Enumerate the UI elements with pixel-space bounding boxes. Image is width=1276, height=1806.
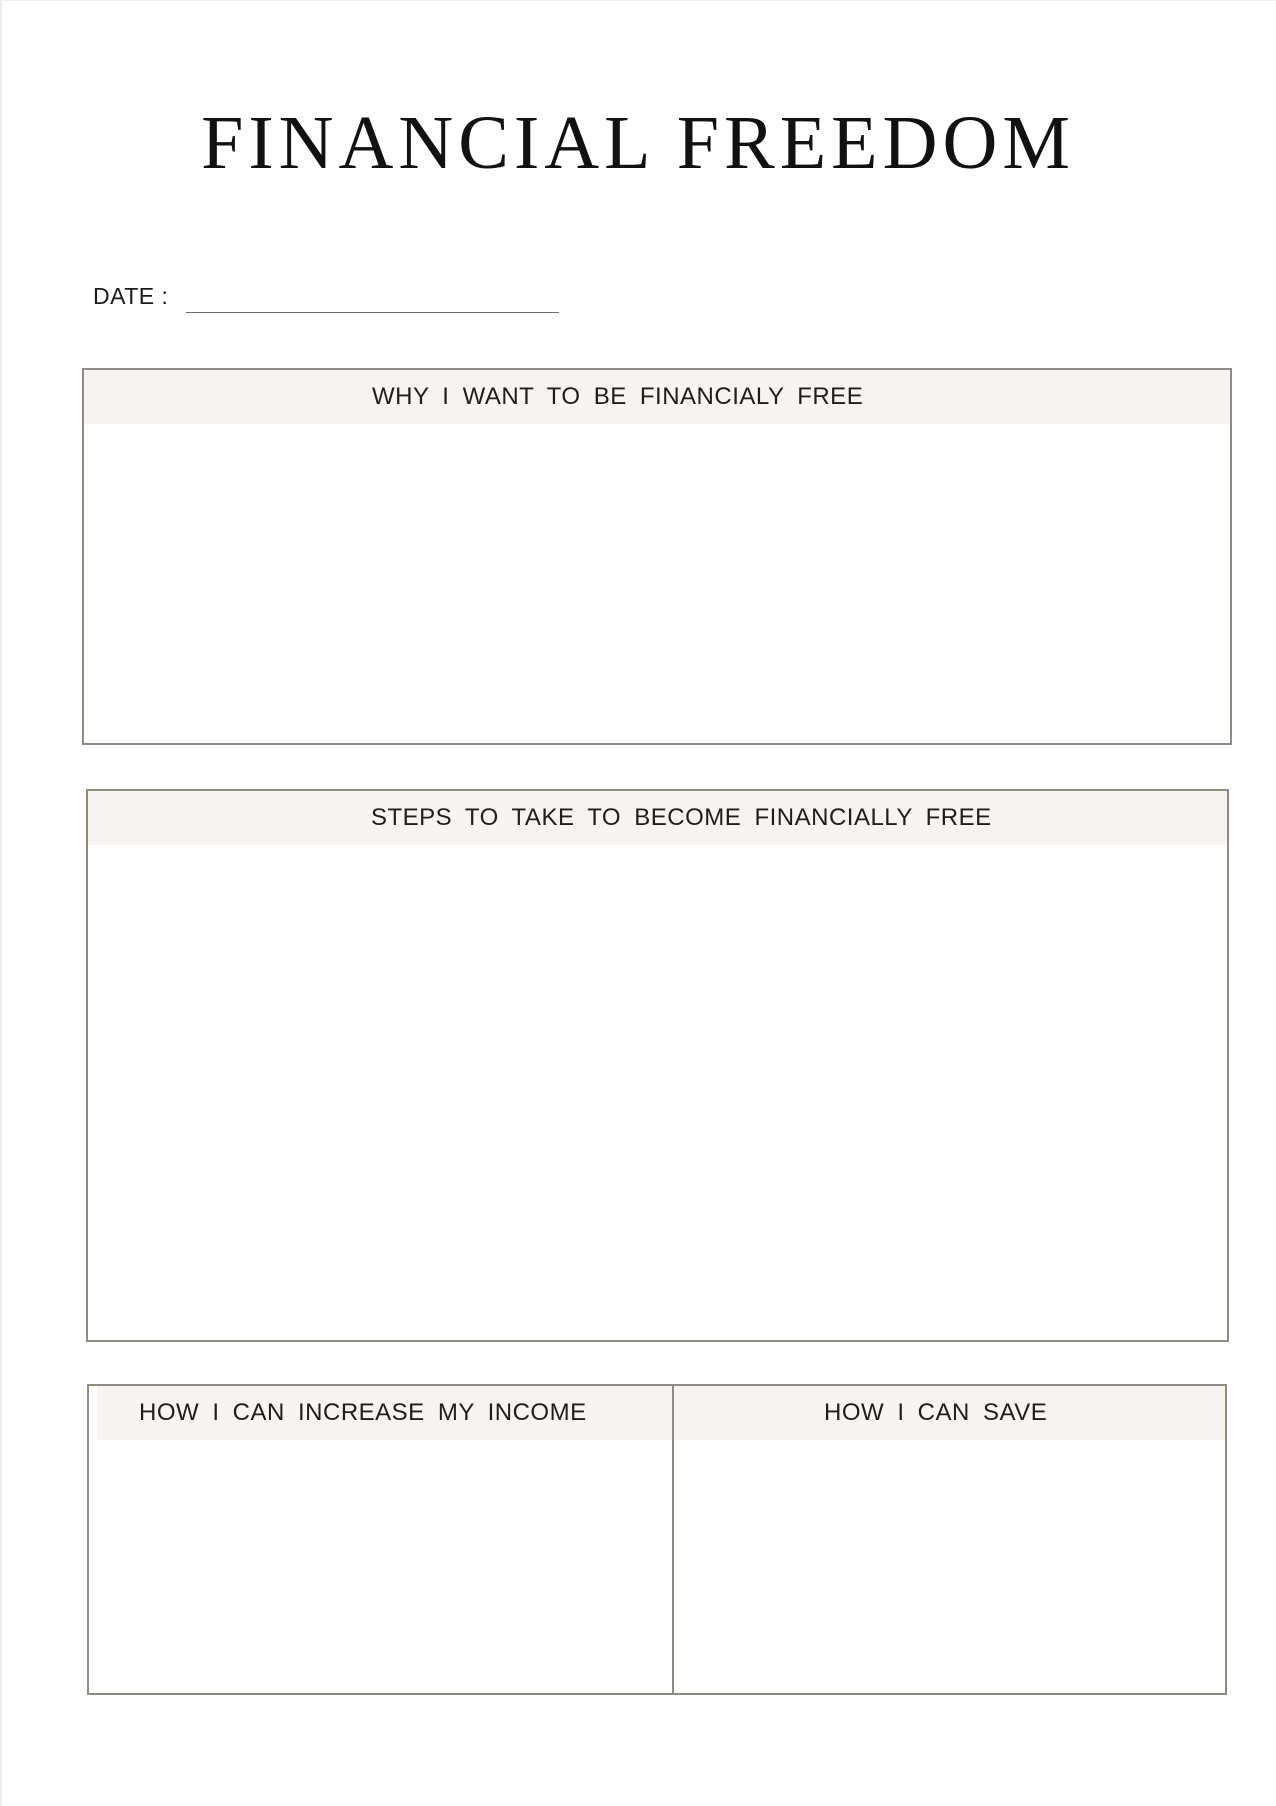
steps-to-financial-freedom-box: [86, 789, 1229, 1342]
steps-title: STEPS TO TAKE TO BECOME FINANCIALLY FREE: [371, 804, 992, 831]
how-to-save-title: HOW I CAN SAVE: [824, 1399, 1048, 1426]
increase-income-column: [89, 1386, 672, 1693]
why-financially-free-header: [84, 370, 1230, 424]
date-input-line[interactable]: [186, 312, 559, 313]
steps-writing-area[interactable]: [88, 845, 1227, 1340]
why-financially-free-box: [82, 368, 1232, 745]
increase-income-title: HOW I CAN INCREASE MY INCOME: [139, 1399, 587, 1426]
income-and-savings-box: [87, 1384, 1227, 1695]
how-to-save-writing-area[interactable]: [674, 1440, 1225, 1693]
why-financially-free-title: WHY I WANT TO BE FINANCIALY FREE: [372, 383, 864, 410]
why-financially-free-writing-area[interactable]: [84, 424, 1230, 743]
how-to-save-column: [672, 1386, 1225, 1693]
increase-income-writing-area[interactable]: [89, 1440, 672, 1693]
how-to-save-header: [674, 1386, 1225, 1440]
page-title: FINANCIAL FREEDOM: [201, 101, 1075, 185]
steps-header: [88, 791, 1227, 845]
date-label: DATE :: [93, 283, 169, 309]
increase-income-header: [97, 1386, 672, 1440]
